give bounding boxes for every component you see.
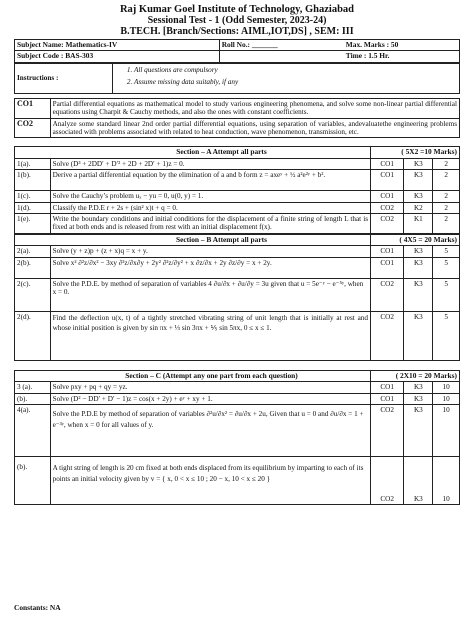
table-row (15, 170, 460, 191)
paper-header (14, 4, 460, 37)
marks-cell: 2 (433, 158, 460, 169)
table-row (15, 456, 460, 504)
constants-note: Constants: NA (14, 603, 61, 612)
table-row (15, 214, 460, 234)
instructions-table (14, 63, 460, 94)
co-code: CO2 (15, 118, 51, 138)
k-level-cell: K3 (404, 393, 433, 404)
co-cell: CO2 (371, 202, 404, 213)
question-text: Solve (y + z)p + (z + x)q = x + y. (50, 246, 370, 257)
institute-name: Raj Kumar Goel Institute of Technology, Ghaziabad (119, 4, 355, 15)
max-marks: Max. Marks : 50 (344, 40, 460, 51)
marks-cell: 2 (433, 214, 460, 234)
question-text: Solve the Cauchy’s problem uₓ − yu = 0, u(0, y) = 1. (50, 191, 370, 202)
k-level-cell: K3 (404, 311, 433, 360)
question-text: Solve pxy + pq + qy = yz. (50, 382, 370, 393)
co-cell: CO2 (371, 214, 404, 234)
co-cell: CO2 (371, 456, 404, 504)
k-level-cell: K3 (404, 170, 433, 191)
table-row (15, 404, 460, 456)
k-level-cell: K2 (404, 202, 433, 213)
marks-cell: 10 (433, 404, 460, 456)
question-number: 2(b). (15, 257, 51, 278)
co-cell: CO1 (371, 158, 404, 169)
question-number: 1(b). (15, 170, 51, 191)
section-b-table (14, 234, 460, 361)
k-level-cell: K1 (404, 214, 433, 234)
question-number: 1(a). (15, 158, 51, 169)
table-row (15, 278, 460, 311)
question-text: Find the deflection u(x, t) of a tightly stretched vibrating string of unit length that is initially at rest and whose initial position is given by sin πx + ⅓ sin 3πx + ⅕ sin 5πx, 0 ≤ x ≤ 1. (50, 311, 370, 360)
question-number: (b). (15, 456, 51, 504)
co-text: Analyze some standard linear 2nd order partial differential equations, using separation of variables, andevaluatethe engineering problems associated with problems associated with related to heat conduction, wave phenomenon, transmission, etc. (50, 118, 459, 138)
marks-cell: 2 (433, 202, 460, 213)
section-c-marks: ( 2X10 = 20 Marks) (371, 370, 460, 381)
section-a-table (14, 146, 460, 233)
k-level-cell: K3 (404, 257, 433, 278)
k-level-cell: K3 (404, 456, 433, 504)
k-level-cell: K3 (404, 382, 433, 393)
time-allowed: Time : 1.5 Hr. (344, 51, 460, 62)
co-cell: CO2 (371, 311, 404, 360)
section-c-table (14, 370, 460, 505)
table-row (15, 257, 460, 278)
marks-cell: 5 (433, 311, 460, 360)
k-level-cell: K3 (404, 278, 433, 311)
subject-name: Subject Name: Mathematics-IV (15, 40, 220, 51)
table-row (15, 202, 460, 213)
k-level-cell: K3 (404, 158, 433, 169)
co-cell: CO1 (371, 393, 404, 404)
marks-cell: 5 (433, 246, 460, 257)
question-text: A tight string of length is 20 cm fixed at both ends displaced from its equilibrium by imparting to each of its points an initial velocity given by v = { x, 0 < x ≤ 10 ; 20 − x, 10 < x ≤ 20 } (50, 456, 370, 504)
k-level-cell: K3 (404, 404, 433, 456)
co-text: Partial differential equations as mathematical model to study various engineering phenomena, and solve some non-linear partial differential equations using Charpit & Cauchy methods, and also the ones with constant coefficients. (50, 98, 459, 118)
instruction-item: 2. Assume missing data suitably, if any (126, 78, 239, 87)
co-cell: CO1 (371, 191, 404, 202)
question-text: Solve (D³ + 2DD′ + D′² + 2D + 2D′ + 1)z = 0. (50, 158, 370, 169)
test-title: Sessional Test - 1 (Odd Semester, 2023-24) (147, 15, 327, 26)
co-cell: CO1 (371, 257, 404, 278)
roll-no: Roll No.: _______ (219, 40, 344, 51)
instruction-item: 1. All questions are compulsory (126, 65, 218, 74)
marks-cell: 5 (433, 278, 460, 311)
marks-cell: 2 (433, 191, 460, 202)
program-line: B.TECH. [Branch/Sections: AIML,IOT,DS] , SEM: III (120, 26, 354, 37)
question-text: Solve the P.D.E. by method of separation of variables 4 ∂u/∂x + ∂u/∂y = 3u given that u = 5e⁻ʸ − e⁻⁵ʸ, when x = 0. (50, 278, 370, 311)
section-c-title: Section – C (Attempt any one part from each question) (15, 370, 371, 381)
marks-cell: 5 (433, 257, 460, 278)
k-level-cell: K3 (404, 246, 433, 257)
marks-cell: 10 (433, 393, 460, 404)
question-text: Derive a partial differential equation by the elimination of a and b form z = axeʸ + ½ a²e²ʸ + b². (50, 170, 370, 191)
question-text: Solve (D² − DD′ + D′ − 1)z = cos(x + 2y) + eʸ + xy + 1. (50, 393, 370, 404)
subject-code: Subject Code : BAS-303 (15, 51, 220, 62)
instructions-label: Instructions : (15, 63, 113, 93)
instructions-list (112, 63, 459, 93)
question-number: 4(a). (15, 404, 51, 456)
co-cell: CO2 (371, 278, 404, 311)
question-paper (14, 0, 460, 505)
course-outcomes-table (14, 98, 460, 139)
question-number: (b). (15, 393, 51, 404)
section-b-marks: ( 4X5 = 20 Marks) (371, 234, 460, 245)
question-text: Write the boundary conditions and initial conditions for the displacement of a finite string of length L that is fixed at both ends and is released from rest with an initial displacement f(x). (50, 214, 370, 234)
co-cell: CO1 (371, 382, 404, 393)
question-text: Solve x² ∂²z/∂x² − 3xy ∂²z/∂x∂y + 2y² ∂²z/∂y² + x ∂z/∂x + 2y ∂z/∂y = x + 2y. (50, 257, 370, 278)
blank-cell (219, 51, 344, 62)
marks-cell: 10 (433, 456, 460, 504)
co-cell: CO1 (371, 170, 404, 191)
k-level-cell: K3 (404, 191, 433, 202)
question-text: Classify the P.D.E r + 2s + (sin² x)t + q = 0. (50, 202, 370, 213)
question-number: 2(d). (15, 311, 51, 360)
table-row (15, 191, 460, 202)
section-a-marks: ( 5X2 =10 Marks) (371, 147, 460, 158)
table-row (15, 246, 460, 257)
question-text: Solve the P.D.E by method of separation of variables ∂²u/∂x² = ∂u/∂x + 2u, Given that u = 0 and ∂u/∂x = 1 + e⁻³ʸ, when x = 0 for all values of y. (50, 404, 370, 456)
question-number: 2(c). (15, 278, 51, 311)
question-number: 1(c). (15, 191, 51, 202)
question-number: 1(e). (15, 214, 51, 234)
table-row (15, 382, 460, 393)
section-a-title: Section – A Attempt all parts (15, 147, 371, 158)
table-row (15, 311, 460, 360)
co-cell: CO2 (371, 404, 404, 456)
marks-cell: 2 (433, 170, 460, 191)
question-number: 2(a). (15, 246, 51, 257)
subject-info-table (14, 39, 460, 63)
table-row (15, 158, 460, 169)
question-number: 3 (a). (15, 382, 51, 393)
co-code: CO1 (15, 98, 51, 118)
table-row (15, 393, 460, 404)
marks-cell: 10 (433, 382, 460, 393)
question-number: 1(d). (15, 202, 51, 213)
section-b-title: Section – B Attempt all parts (15, 234, 371, 245)
co-cell: CO1 (371, 246, 404, 257)
